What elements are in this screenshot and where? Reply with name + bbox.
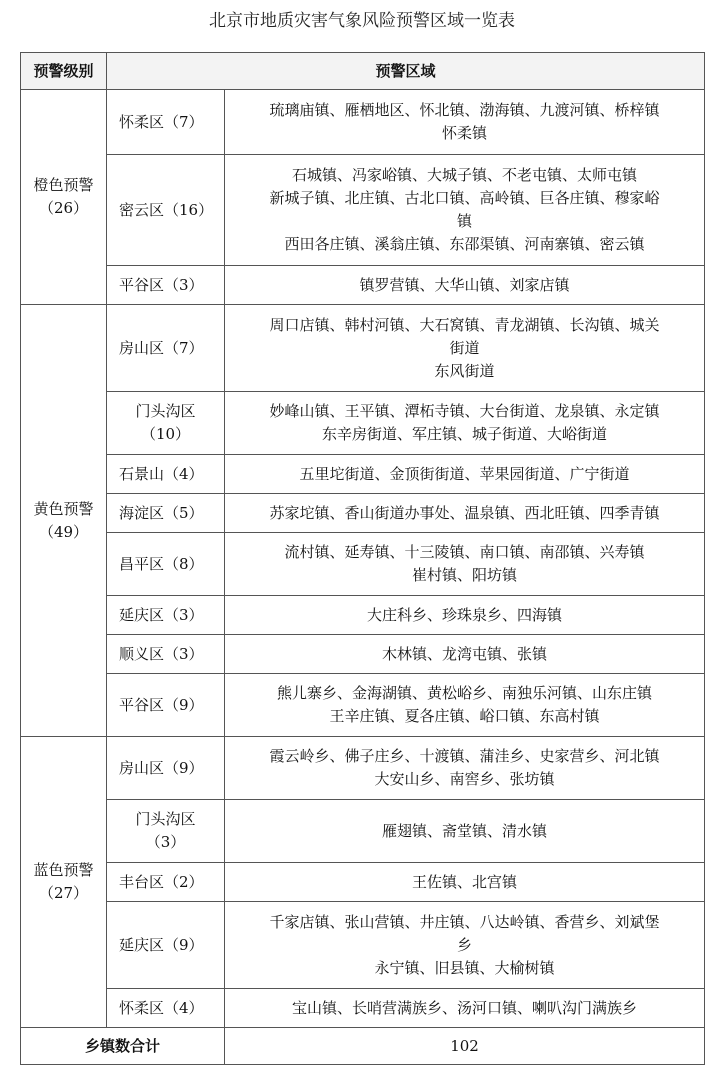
- area-line: 大安山乡、南窖乡、张坊镇: [374, 770, 555, 788]
- table-row: [21, 635, 705, 674]
- table-row: [21, 494, 705, 533]
- district-cell: 延庆区（3）: [107, 596, 225, 635]
- total-row: [21, 1028, 705, 1065]
- district-cell: [107, 800, 225, 863]
- table-row: [21, 989, 705, 1028]
- district-cell: 房山区（9）: [107, 737, 225, 800]
- level-name: 蓝色预警: [33, 861, 94, 879]
- area-line: 五里坨街道、金顶街街道、苹果园街道、广宁街道: [299, 464, 630, 483]
- areas-cell: [225, 155, 705, 266]
- warning-table: [20, 52, 705, 1065]
- areas-cell: [225, 635, 705, 674]
- page-title: 北京市地质灾害气象风险预警区域一览表: [209, 11, 515, 31]
- district-cell: 密云区（16）: [107, 155, 225, 266]
- table-row: [21, 902, 705, 989]
- area-line: 镇罗营镇、大华山镇、刘家店镇: [359, 275, 570, 294]
- area-line: 王佐镇、北宫镇: [412, 872, 518, 891]
- area-line: 街道: [449, 338, 480, 357]
- area-line: 崔村镇、阳坊镇: [412, 566, 518, 584]
- district-line: （10）: [140, 425, 191, 443]
- header-level: 预警级别: [21, 53, 107, 90]
- area-line: 镇: [457, 212, 473, 230]
- district-cell: 平谷区（9）: [107, 674, 225, 737]
- area-line: 琉璃庙镇、雁栖地区、怀北镇、渤海镇、九渡河镇、桥梓镇: [269, 101, 660, 119]
- area-line: 苏家坨镇、香山街道办事处、温泉镇、西北旺镇、四季青镇: [269, 503, 660, 522]
- area-line: 乡: [457, 935, 473, 954]
- level-name: 橙色预警: [33, 176, 94, 194]
- level-count: （49）: [38, 522, 89, 541]
- area-line: 新城子镇、北庄镇、古北口镇、高岭镇、巨各庄镇、穆家峪: [269, 189, 660, 207]
- level-cell-orange: [21, 90, 107, 305]
- area-line: 东风街道: [434, 361, 495, 380]
- district-line: （3）: [145, 833, 186, 851]
- area-line: 东辛房街道、军庄镇、城子街道、大峪街道: [322, 425, 608, 443]
- level-cell-blue: [21, 737, 107, 1028]
- table-row: [21, 533, 705, 596]
- area-line: 雁翅镇、斋堂镇、清水镇: [382, 821, 548, 840]
- area-line: 怀柔镇: [442, 124, 488, 142]
- district-cell: 丰台区（2）: [107, 863, 225, 902]
- district-line: 门头沟区: [135, 402, 196, 420]
- district-cell: 海淀区（5）: [107, 494, 225, 533]
- areas-cell: [225, 596, 705, 635]
- table-row: [21, 90, 705, 155]
- area-line: 周口店镇、韩村河镇、大石窝镇、青龙湖镇、长沟镇、城关: [269, 315, 660, 334]
- table-row: [21, 800, 705, 863]
- areas-cell: [225, 737, 705, 800]
- areas-cell: [225, 305, 705, 392]
- area-line: 宝山镇、长哨营满族乡、汤河口镇、喇叭沟门满族乡: [292, 998, 638, 1017]
- areas-cell: [225, 533, 705, 596]
- level-count: （27）: [38, 884, 89, 902]
- areas-cell: [225, 90, 705, 155]
- total-label: 乡镇数合计: [21, 1028, 225, 1065]
- level-name: 黄色预警: [33, 499, 94, 518]
- areas-cell: [225, 800, 705, 863]
- header-areas: 预警区域: [107, 53, 705, 90]
- areas-cell: [225, 455, 705, 494]
- district-cell: 怀柔区（4）: [107, 989, 225, 1028]
- level-cell-yellow: [21, 305, 107, 737]
- table-row: [21, 392, 705, 455]
- table-row: [21, 596, 705, 635]
- area-line: 石城镇、冯家峪镇、大城子镇、不老屯镇、太师屯镇: [292, 166, 638, 184]
- table-row: [21, 674, 705, 737]
- district-cell: 房山区（7）: [107, 305, 225, 392]
- areas-cell: [225, 494, 705, 533]
- district-cell: 石景山（4）: [107, 455, 225, 494]
- area-line: 流村镇、延寿镇、十三陵镇、南口镇、南邵镇、兴寿镇: [284, 543, 645, 561]
- table-row: [21, 863, 705, 902]
- area-line: 大庄科乡、珍珠泉乡、四海镇: [367, 605, 563, 624]
- area-line: 木林镇、龙湾屯镇、张镇: [382, 644, 548, 663]
- area-line: 霞云岭乡、佛子庄乡、十渡镇、蒲洼乡、史家营乡、河北镇: [269, 747, 660, 765]
- areas-cell: [225, 902, 705, 989]
- district-cell: 延庆区（9）: [107, 902, 225, 989]
- table-row: [21, 266, 705, 305]
- table-row: [21, 155, 705, 266]
- areas-cell: [225, 989, 705, 1028]
- table-row: [21, 737, 705, 800]
- area-line: 西田各庄镇、溪翁庄镇、东邵渠镇、河南寨镇、密云镇: [284, 235, 645, 253]
- district-line: 门头沟区: [135, 810, 196, 828]
- district-cell: 怀柔区（7）: [107, 90, 225, 155]
- areas-cell: [225, 863, 705, 902]
- table-row: [21, 455, 705, 494]
- area-line: 妙峰山镇、王平镇、潭柘寺镇、大台街道、龙泉镇、永定镇: [269, 402, 660, 420]
- areas-cell: [225, 266, 705, 305]
- district-cell: [107, 392, 225, 455]
- area-line: 王辛庄镇、夏各庄镇、峪口镇、东高村镇: [329, 707, 600, 725]
- area-line: 千家店镇、张山营镇、井庄镇、八达岭镇、香营乡、刘斌堡: [269, 912, 660, 931]
- areas-cell: [225, 674, 705, 737]
- table-row: [21, 305, 705, 392]
- district-cell: 顺义区（3）: [107, 635, 225, 674]
- level-count: （26）: [38, 199, 89, 217]
- total-value: 102: [225, 1028, 705, 1065]
- area-line: 永宁镇、旧县镇、大榆树镇: [374, 958, 555, 977]
- district-cell: 昌平区（8）: [107, 533, 225, 596]
- areas-cell: [225, 392, 705, 455]
- district-cell: 平谷区（3）: [107, 266, 225, 305]
- area-line: 熊儿寨乡、金海湖镇、黄松峪乡、南独乐河镇、山东庄镇: [277, 684, 653, 702]
- header-row: [21, 53, 705, 90]
